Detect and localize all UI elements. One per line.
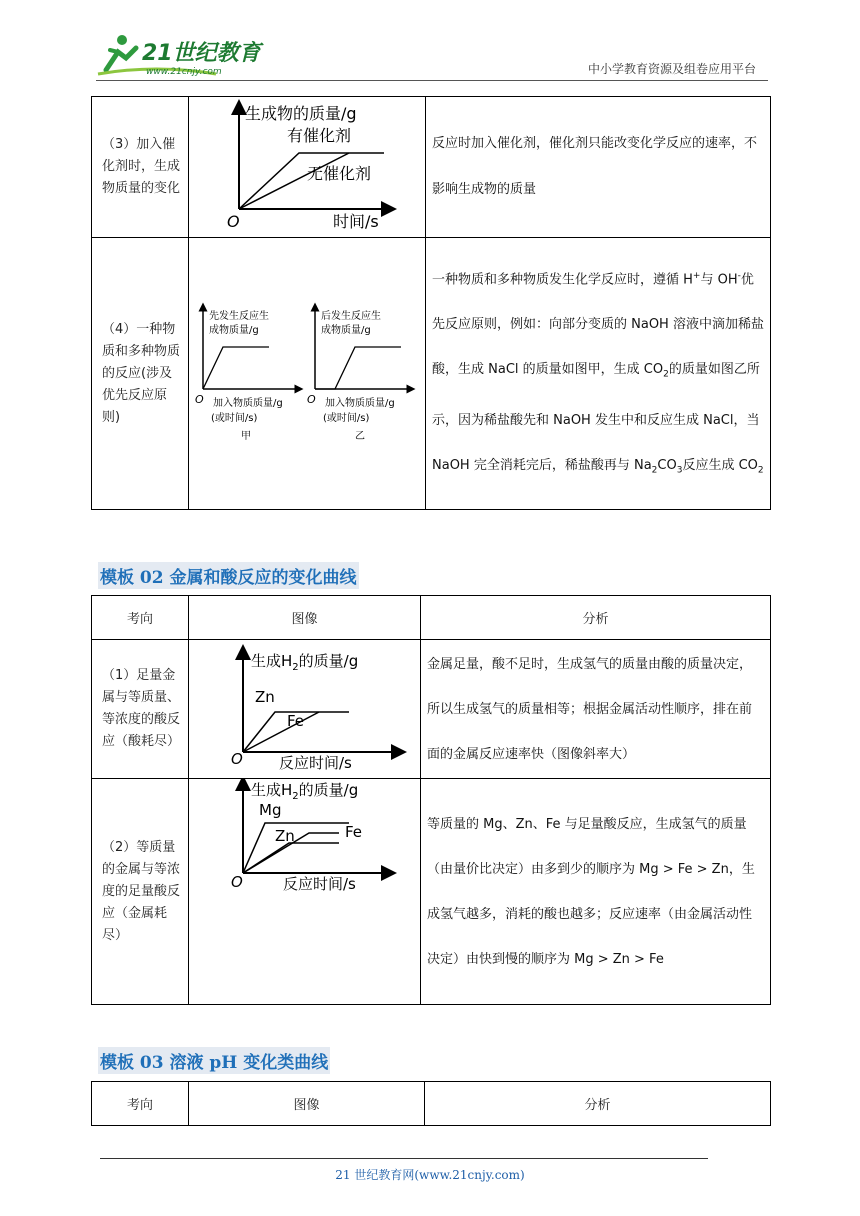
graph-yi-ylabel-1: 后发生反应生 xyxy=(321,310,381,322)
site-logo xyxy=(96,30,266,80)
analysis-text: 等质量的 Mg、Zn、Fe 与足量酸反应，生成氢气的质量（由量价比决定）由多到少的顺序为 Mg > Fe > Zn，生成氢气越多，消耗的酸也越多；反应速率（由金属活动性决定）由快到慢的顺序为 Mg > Zn > Fe xyxy=(421,779,771,1005)
table-header-row xyxy=(92,596,771,640)
graph-cell xyxy=(189,97,426,238)
table-header-row xyxy=(92,1082,771,1126)
graph-cell xyxy=(189,640,421,779)
table-row xyxy=(92,779,771,1005)
zn-curve xyxy=(243,843,339,873)
origin-label: O xyxy=(227,212,240,231)
platform-name: 中小学教育资源及组卷应用平台 xyxy=(587,62,756,76)
fe-label: Fe xyxy=(345,823,363,841)
graph-yi-ylabel-2: 成物质量/g xyxy=(321,324,371,336)
graph-jia-ylabel-2: 成物质量/g xyxy=(209,324,259,336)
graph-cell xyxy=(189,238,426,510)
table-row xyxy=(92,97,771,238)
graph-cell xyxy=(189,779,421,1005)
table-row xyxy=(92,238,771,510)
y-axis-label: 生成物的质量/g xyxy=(245,104,357,123)
section-title: 模板 02 金属和酸反应的变化曲线 xyxy=(98,562,359,589)
graph-jia-caption: 甲 xyxy=(241,430,251,442)
curve-label-no-catalyst: 无催化剂 xyxy=(307,164,372,183)
origin-label: O xyxy=(231,750,243,768)
header-cell: 考向 xyxy=(92,596,189,640)
footer-divider xyxy=(100,1158,708,1159)
metal-acid-table xyxy=(91,595,771,1005)
graph-yi xyxy=(307,307,411,442)
graph-yi-xlabel-1: 加入物质质量/g xyxy=(325,397,395,409)
fe-curve xyxy=(243,712,319,752)
graph-jia-xlabel-2: (或时间/s) xyxy=(211,412,258,424)
header-divider xyxy=(96,80,768,81)
header-cell: 分析 xyxy=(421,596,771,640)
section-title: 模板 03 溶液 pH 变化类曲线 xyxy=(98,1047,330,1074)
metal-limited-graph xyxy=(189,779,421,903)
header-cell: 图像 xyxy=(189,1082,425,1126)
x-axis-label: 时间/s xyxy=(333,212,379,231)
catalyst-graph xyxy=(189,97,426,233)
ph-table xyxy=(91,1081,771,1126)
header-cell: 考向 xyxy=(92,1082,189,1126)
row-label: （3）加入催化剂时，生成物质量的变化 xyxy=(92,97,189,238)
mg-label: Mg xyxy=(259,801,282,819)
zn-label: Zn xyxy=(275,827,295,845)
graph-yi-caption: 乙 xyxy=(355,430,365,442)
row-label: （4）一种物质和多种物质的反应(涉及优先反应原则) xyxy=(92,238,189,510)
row-label: （1）足量金属与等质量、等浓度的酸反应（酸耗尽） xyxy=(92,640,189,779)
graph-jia-ylabel-1: 先发生反应生 xyxy=(209,310,269,322)
graph-jia xyxy=(195,307,299,442)
footer-text: 21 世纪教育网(www.21cnjy.com) xyxy=(335,1168,525,1182)
curve-label-catalyst: 有催化剂 xyxy=(287,126,352,145)
y-axis-label: 生成$H_2$的质量/g xyxy=(251,781,359,802)
graph-yi-origin: O xyxy=(307,392,316,406)
analysis-text: 金属足量，酸不足时，生成氢气的质量由酸的质量决定，所以生成氢气的质量相等；根据金属活动性顺序，排在前面的金属反应速率快（图像斜率大） xyxy=(421,640,771,779)
acid-limited-graph xyxy=(189,640,421,774)
origin-label: O xyxy=(231,873,243,891)
zn-label: Zn xyxy=(255,688,275,706)
table-continued xyxy=(91,96,771,510)
graph-yi-xlabel-2: (或时间/s) xyxy=(323,412,370,424)
fe-label: Fe xyxy=(287,712,305,730)
header-cell: 图像 xyxy=(189,596,421,640)
x-axis-label: 反应时间/s xyxy=(283,875,356,893)
y-axis-label: 生成$H_2$的质量/g xyxy=(251,652,359,673)
header-cell: 分析 xyxy=(425,1082,771,1126)
priority-reaction-graphs xyxy=(189,297,426,447)
x-axis-label: 反应时间/s xyxy=(279,754,352,772)
row-label: （2）等质量的金属与等浓度的足量酸反应（金属耗尽） xyxy=(92,779,189,1005)
logo-text: 21世纪教育 xyxy=(142,41,261,66)
mg-curve xyxy=(243,823,349,873)
table-row xyxy=(92,640,771,779)
graph-jia-origin: O xyxy=(195,392,204,406)
analysis-text: 一种物质和多种物质发生化学反应时，遵循 H+与 OH-优先反应原则，例如：向部分变质的 NaOH 溶液中滴加稀盐酸，生成 NaCl 的质量如图甲，生成 $CO_2$的质量如图乙所示，因为稀盐酸先和 NaOH 发生中和反应生成 NaCl，当 NaOH 完全消耗完后，稀盐酸再与 $Na_2CO_3$反应生成 $CO_2$ xyxy=(426,238,771,510)
analysis-text: 反应时加入催化剂，催化剂只能改变化学反应的速率，不影响生成物的质量 xyxy=(426,97,771,238)
logo-url: www.21cnjy.com xyxy=(146,67,222,77)
graph-jia-xlabel-1: 加入物质质量/g xyxy=(213,397,283,409)
